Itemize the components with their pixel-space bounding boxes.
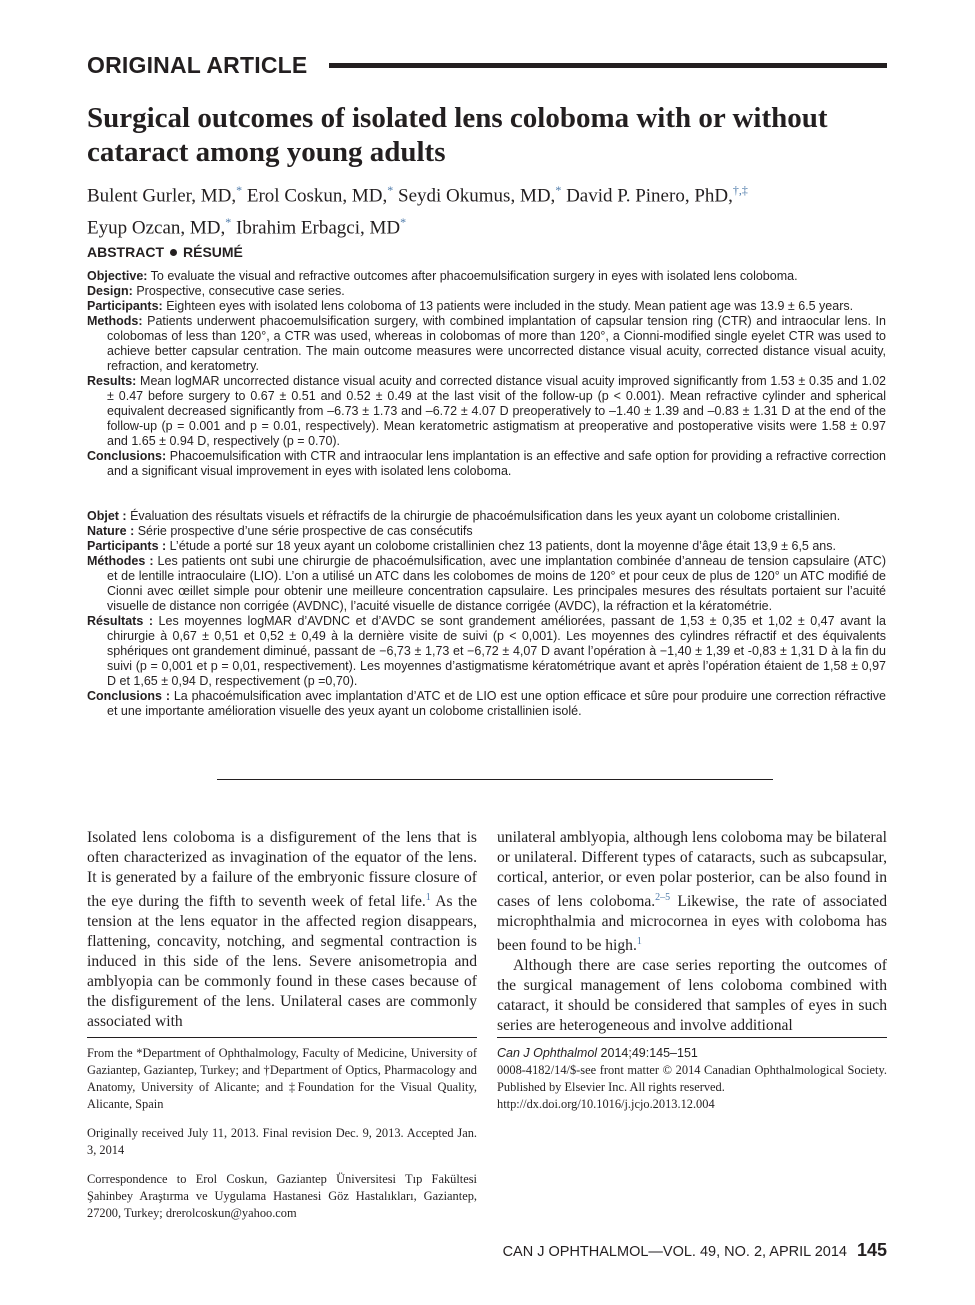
section-label: Objective:: [87, 269, 148, 283]
author-affil-mark: *: [387, 183, 394, 197]
doi-link[interactable]: http://dx.doi.org/10.1016/j.jcjo.2013.12.004: [497, 1097, 715, 1111]
abstract-participants: [87, 299, 886, 314]
abstract-heading-en: ABSTRACT: [87, 244, 164, 260]
author-name: David P. Pinero, PhD,: [566, 185, 733, 207]
body-paragraph: [87, 828, 477, 1032]
abstract-conclusions: [87, 449, 886, 479]
section-text: Les moyennes logMAR d’AVDNC et d’AVDC se sont grandement améliorées, passant de 1,53 ± 0,35 et 1,02 ± 0,47 avant la chirurgie à 0,67 ± 0,51 et 0,52 ± 0,49 à la dernière visite de suivi (p < 0,001). Les moyennes des cylindres réfractif et des équivalents sphériques ont grandement diminué, passant de −6,73 ± 1,73 et −6,72 ± 4,07 D avant l’opération à −1,40 ± 1,39 et -0,83 ± 1,31 D à la fin du suivi (p = 0,001 et p = 0,01, respectivement). Les moyennes d’astigmatisme kératométrique avant et après l’opération étaient de 1,58 ± 0,97 D et 1,65 ± 0,94 D, respectivement (p =0,70).: [107, 614, 886, 688]
author-name: Erol Coskun, MD,: [246, 185, 388, 207]
section-label: Participants :: [87, 539, 167, 553]
page-footer: [503, 1240, 887, 1261]
body-text: Likewise, the rate of associated microphthalmia and microcornea in eyes with coloboma has been found to be high.: [497, 893, 887, 955]
body-text: Isolated lens coloboma is a disfigurement of the lens that is often characterized as invagination of the equator of the lens. It is generated by a failure of the embryonic fissure closure of the eye during the fifth to seventh week of fetal life.: [87, 829, 477, 911]
journal-info: [497, 1045, 887, 1113]
journal-citation: [497, 1045, 887, 1062]
author-affil-mark: *: [225, 215, 232, 230]
section-label: Nature :: [87, 524, 135, 538]
section-text: Phacoemulsification with CTR and intraocular lens implantation is an effective and safe option for providing a refractive correction and a significant visual improvement in eyes with isolated lens coloboma.: [107, 449, 886, 478]
author-name: Eyup Ozcan, MD,: [87, 217, 226, 239]
section-label: Objet :: [87, 509, 127, 523]
resume-nature: [87, 524, 886, 539]
author-affil-mark: *: [236, 183, 243, 197]
author-name: Ibrahim Erbagci, MD: [236, 217, 401, 239]
body-paragraph: Although there are case series reporting the outcomes of the surgical management of lens coloboma combined with cataract, it should be considered that samples of eyes in such series are heterogeneous and involve additional: [497, 957, 887, 1035]
page-number: 145: [856, 1240, 887, 1260]
resume-resultats: [87, 614, 886, 689]
abstract-english: [87, 269, 886, 479]
footnotes: [87, 1045, 477, 1234]
running-footer: CAN J OPHTHALMOL—VOL. 49, NO. 2, APRIL 2014: [502, 1244, 847, 1260]
body-column-left: [87, 828, 477, 1032]
section-text: Évaluation des résultats visuels et réfractifs de la chirurgie de phacoémulsification dans les yeux ayant un colobome cristallinien.: [126, 509, 841, 523]
reference-link[interactable]: 1: [425, 892, 431, 903]
abstract-french: [87, 509, 886, 719]
reference-link[interactable]: 2–5: [655, 892, 671, 903]
section-label: Participants:: [87, 299, 163, 313]
section-label: Methods:: [87, 314, 143, 328]
author-list: [87, 177, 887, 242]
body-text: unilateral amblyopia, although lens coloboma may be bilateral or unilateral. Different types of cataracts, such as subcapsular, cortical, anterior, or even polar posterior, can be also found in cases of lens coloboma.: [497, 829, 887, 911]
section-text: Patients underwent phacoemulsification surgery, with combined implantation of capsular tension ring (CTR) and intraocular lens. In colobomas of less than 120°, a CTR was used, whereas in colobomas of more than 120°, a Cionni-modified single eyelet CTR was used to achieve better capsular centration. The main outcome measures were uncorrected distance visual acuity, corrected distance visual acuity, refraction, and keratometry.: [107, 314, 886, 373]
section-text: Les patients ont subi une chirurgie de phacoémulsification, avec une implantation combinée d’anneau de tension capsulaire (ATC) et de lentille intraoculaire (LIO). L’on a utilisé un ATC dans les colobomes de moins de 120° et pour ceux de plus de 120° un ATC modifié de Cionni avec œillet simple pour obtenir une meilleure concentration capsulaire. Les principales mesures des résultats portaient sur l’acuité visuelle de distance non corrigée (AVDNC), l’acuité visuelle de distance corrigée (AVDC), la réfraction et la kératométrie.: [107, 554, 886, 613]
section-text: Eighteen eyes with isolated lens coloboma of 13 patients were included in the study. Mean patient age was 13.9 ± 6.5 years.: [162, 299, 854, 313]
correspondence-note: Correspondence to Erol Coskun, Gaziantep Üniversitesi Tıp Fakültesi Şahinbey Araştırma ve Uygulama Hastanesi Göz Hastalıkları, Gaziantep, 27200, Turkey; drerolcoskun@yahoo.com: [87, 1172, 477, 1220]
header-rule: [329, 63, 887, 68]
body-text: As the tension at the lens equator in the affected region disappears, flattening, concavity, notching, and segmental contraction is induced in this side of the lens. Severe anisometropia and amblyopia can be commonly found in these cases because of the disfigurement of the lens. Unilateral cases are commonly associated with: [87, 893, 477, 1031]
body-paragraph: [497, 828, 887, 956]
reference-link[interactable]: 1: [636, 936, 642, 948]
section-text: Mean logMAR uncorrected distance visual acuity and corrected distance visual acuity improved significantly from 1.53 ± 0.35 and 1.02 ± 0.47 before surgery to 0.67 ± 0.51 and 0.52 ± 0.49 at the last visit of the follow-up (p < 0.001). Mean refractive cylinder and spherical equivalent decreased significantly from –6.73 ± 1.73 and –6.72 ± 4.07 D preoperatively to –1.40 ± 1.39 and –0.83 ± 1.31 D at the end of the follow-up (p = 0.001 and p = 0.01, respectively). Mean keratometric astigmatism at preoperative and postoperative visits were 1.58 ± 0.97 and 1.65 ± 0.94 D, respectively (p = 0.70).: [107, 374, 886, 448]
abstract-objective: [87, 269, 886, 284]
section-text: L’étude a porté sur 18 yeux ayant un colobome cristallinien chez 13 patients, dont la moyenne d’âge était 13,9 ± 6,5 ans.: [166, 539, 836, 553]
journal-info-divider: [497, 1037, 887, 1038]
abstract-heading-fr: RÉSUMÉ: [183, 244, 243, 260]
abstract-results: [87, 374, 886, 449]
journal-name: Can J Ophthalmol: [497, 1046, 598, 1060]
section-label: Méthodes :: [87, 554, 154, 568]
footnote-divider: [87, 1037, 477, 1038]
author-affil-mark: †,‡: [732, 183, 748, 197]
resume-participants: [87, 539, 886, 554]
resume-methodes: [87, 554, 886, 614]
abstract-divider: [217, 779, 773, 780]
author-affil-mark: *: [400, 215, 407, 230]
section-label: ORIGINAL ARTICLE: [87, 51, 308, 78]
section-label: Design:: [87, 284, 133, 298]
section-text: Prospective, consecutive case series.: [132, 284, 345, 298]
resume-conclusions: [87, 689, 886, 719]
section-label: Résultats :: [87, 614, 153, 628]
article-title: Surgical outcomes of isolated lens coloboma with or without cataract among young adults: [87, 102, 828, 168]
section-header: [87, 50, 887, 80]
affiliation-note: From the *Department of Ophthalmology, Faculty of Medicine, University of Gaziantep, Gaziantep, Turkey; and †Department of Optics, Pharmacology and Anatomy, University of Alicante; and ‡Foundation for the Visual Quality, Alicante, Spain: [87, 1046, 477, 1111]
author-affil-mark: *: [555, 183, 562, 197]
abstract-methods: [87, 314, 886, 374]
abstract-heading: [87, 244, 243, 260]
copyright-note: 0008-4182/14/$-see front matter © 2014 Canadian Ophthalmological Society. Published by Elsevier Inc. All rights reserved.: [497, 1063, 887, 1094]
bullet-icon: [170, 249, 177, 256]
section-label: Conclusions :: [87, 689, 171, 703]
section-label: Results:: [87, 374, 137, 388]
received-note: Originally received July 11, 2013. Final revision Dec. 9, 2013. Accepted Jan. 3, 2014: [87, 1126, 477, 1157]
section-text: To evaluate the visual and refractive outcomes after phacoemulsification surgery in eyes with isolated lens coloboma.: [147, 269, 798, 283]
resume-objet: [87, 509, 886, 524]
body-column-right: [497, 828, 887, 1036]
section-label: Conclusions:: [87, 449, 167, 463]
abstract-design: [87, 284, 886, 299]
section-text: Série prospective d’une série prospective de cas consécutifs: [134, 524, 473, 538]
citation-text: 2014;49:145–151: [597, 1046, 698, 1060]
author-name: Bulent Gurler, MD,: [87, 185, 237, 207]
section-text: La phacoémulsification avec implantation d’ATC et de LIO est une option efficace et sûre pour produire une correction réfractive et une importante amélioration visuelle des yeux ayant un colobome cristallinien isolé.: [107, 689, 886, 718]
author-name: Seydi Okumus, MD,: [398, 185, 556, 207]
